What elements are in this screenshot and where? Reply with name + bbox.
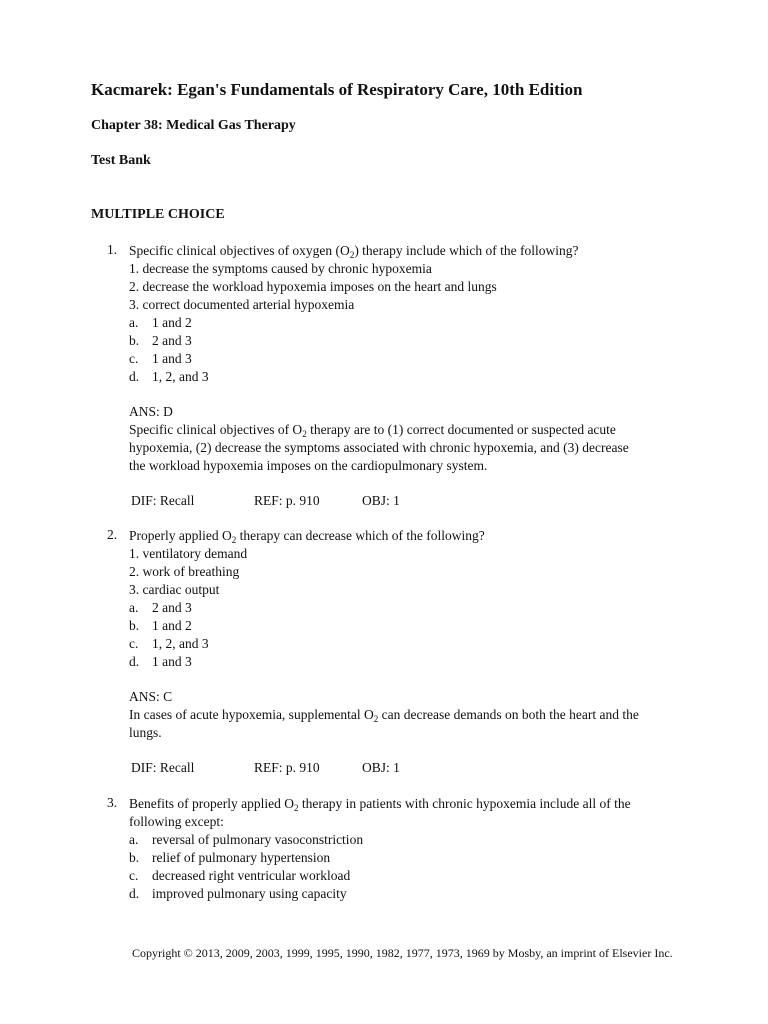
section-heading: MULTIPLE CHOICE bbox=[91, 207, 225, 222]
question-stem-continued: following except: bbox=[129, 814, 224, 829]
rationale-line: the workload hypoxemia imposes on the cardiopulmonary system. bbox=[129, 458, 488, 473]
difficulty-label: DIF: Recall bbox=[131, 760, 195, 775]
rationale-line: lungs. bbox=[129, 725, 162, 740]
statement-item: 3. correct documented arterial hypoxemia bbox=[129, 297, 355, 312]
question-stem: Specific clinical objectives of oxygen $(O_2)$ therapy include which of the following? bbox=[129, 243, 579, 260]
answer-key: ANS: C bbox=[129, 689, 173, 704]
question-stem: Properly applied $O_2$ therapy can decrease which of the following? bbox=[129, 528, 485, 545]
question-number: 3. bbox=[107, 795, 118, 810]
question-number: 2. bbox=[107, 527, 118, 542]
question-number: 1. bbox=[107, 242, 118, 257]
objective-label: OBJ: 1 bbox=[362, 760, 400, 775]
reference-label: REF: p. 910 bbox=[254, 493, 320, 508]
rationale-line: hypoxemia, (2) decrease the symptoms associated with chronic hypoxemia, and (3) decrease bbox=[129, 440, 629, 455]
chapter-heading: Chapter 38: Medical Gas Therapy bbox=[91, 118, 296, 133]
statement-item: 2. work of breathing bbox=[129, 564, 240, 579]
difficulty-label: DIF: Recall bbox=[131, 493, 195, 508]
answer-key: ANS: D bbox=[129, 404, 173, 419]
rationale-line: In cases of acute hypoxemia, supplemental $O_2$ can decrease demands on both the heart and the bbox=[129, 707, 639, 724]
question-stem: Benefits of properly applied $O_2$ therapy in patients with chronic hypoxemia include all of the bbox=[129, 796, 631, 813]
rationale-line: Specific clinical objectives of $O_2$ therapy are to (1) correct documented or suspected acute bbox=[129, 422, 616, 439]
statement-item: 2. decrease the workload hypoxemia imposes on the heart and lungs bbox=[129, 279, 497, 294]
document-title: Kacmarek: Egan's Fundamentals of Respiratory Care, 10th Edition bbox=[91, 80, 583, 99]
statement-item: 3. cardiac output bbox=[129, 582, 220, 597]
statement-item: 1. ventilatory demand bbox=[129, 546, 248, 561]
reference-label: REF: p. 910 bbox=[254, 760, 320, 775]
statement-item: 1. decrease the symptoms caused by chronic hypoxemia bbox=[129, 261, 432, 276]
document-page: Kacmarek: Egan's Fundamentals of Respiratory Care, 10th Edition Chapter 38: Medical Gas Therapy Test Bank MULTIPLE CHOICE 1. Specific clinical objectives of oxygen $(O_2)$ therapy include which of the following? 1. decrease the symptoms caused by chronic hypoxemia 2. decrease the workload hypoxemia imposes on the heart and lungs 3. correct documented arterial hypoxemia a. 1 and 2 b. 2 and 3 c. 1 and 3 d. 1, 2, and 3 ANS: D Specific clinical objectives of $O_2$ therapy are to (1) correct documented or suspected acute hypoxemia, (2) decrease the symptoms associated with chronic hypoxemia, and (3) decrease the workload hypoxemia imposes on the cardiopulmonary system. DIF: Recall REF: p. 910 OBJ: 1 2. Properly applied $O_2$ therapy can decrease which of the following? 1. ventilatory demand 2. work of breathing 3. cardiac output a. 2 and 3 b. 1 and 2 c. 1, 2, and 3 d. 1 and 3 ANS: C In cases of acute hypoxemia, supplemental $O_2$ can decrease demands on both the heart and the lungs. DIF: Recall REF: p. 910 OBJ: 1 3. Benefits of properly applied $O_2$ therapy in patients with chronic hypoxemia include all of the following except: a. reversal of pulmonary vasoconstriction b. relief of pulmonary hypertension c. decreased right ventricular workload d. improved pulmonary using capacity Copyright © 2013, 2009, 2003, 1999, 1995, 1990, 1982, 1977, 1973, 1969 by Mosby, an imprint of Elsevier Inc. bbox=[91, 80, 673, 960]
copyright-footer: Copyright © 2013, 2009, 2003, 1999, 1995, 1990, 1982, 1977, 1973, 1969 by Mosby, an imprint of Elsevier Inc. bbox=[132, 946, 673, 960]
objective-label: OBJ: 1 bbox=[362, 493, 400, 508]
test-bank-heading: Test Bank bbox=[91, 153, 151, 168]
